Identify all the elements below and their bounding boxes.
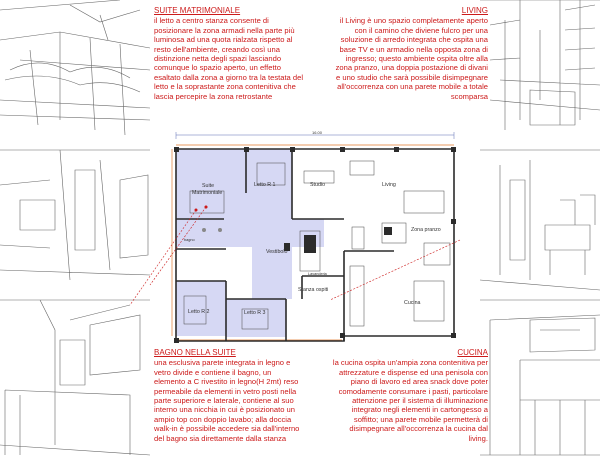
- room-label-letto-r1: Letto R 1: [254, 182, 276, 188]
- annotation-living-title: LIVING: [461, 6, 488, 15]
- annotation-bagno: [154, 348, 302, 443]
- annotation-living: [333, 6, 488, 101]
- annotation-cucina: [330, 348, 488, 443]
- room-label-living: Living: [382, 182, 396, 188]
- plan-dimension: 16.00: [312, 131, 323, 135]
- room-label-letto-r2: Letto R 2: [188, 309, 210, 315]
- annotation-suite-title: SUITE MATRIMONIALE: [154, 6, 241, 15]
- room-label-lavanderia: Lavanderia: [308, 272, 327, 276]
- room-label-suite-line2: Matrimoniale: [192, 190, 223, 196]
- room-label-cucina: Cucina: [404, 300, 421, 306]
- annotation-suite: [154, 6, 304, 101]
- annotation-suite-body: il letto a centro stanza consente di posizionare la zona armadi nella parte più luminosa ad una quota rialzata rispetto al resto dell'ambiente, creando così una distinzione netta degli spazi lasciando comunque lo spazio aperto, un effetto esaltato dalla zona a giorno tra la testata del letto e la soprastante zona contenitiva che lascia percepire la zona retrostante: [154, 16, 304, 101]
- room-label-stanza-ospiti: Stanza ospiti: [298, 287, 329, 293]
- room-label-zona-pranzo: Zona pranzo: [411, 227, 441, 233]
- annotation-cucina-body: la cucina ospita un'ampia zona contenitiva per attrezzature e dispense ed una penisola con piano di lavoro ed area snack dove poter comodamente consumare i pasti, particolare attenzione per il sistema di illuminazione integrato negli elementi in cartongesso a soffitto; una parete mobile permetterà di disimpegnare all'occorrenza la cucina dal living.: [332, 358, 488, 443]
- annotation-bagno-body: una esclusiva parete integrata in legno e vetro divide e contiene il bagno, un elemento a C rivestito in legno(H 2mt) reso permeabile da elementi in vetro posti nella parte superiore e laterale, contiene al suo interno una nicchia in cui è posizionato un ampio top con doppio lavabo; alla doccia walk-in è possibile accedere sia dall'interno del bagno sia direttamente dalla stanza: [154, 358, 300, 443]
- annotation-cucina-title: CUCINA: [457, 348, 488, 357]
- room-label-suite-line1: Suite: [202, 183, 215, 189]
- room-label-vestibolo: Vestibolo: [266, 249, 288, 255]
- room-label-studio: Studio: [310, 182, 326, 188]
- room-label-letto-r3: Letto R 3: [244, 310, 266, 316]
- annotation-bagno-title: BAGNO NELLA SUITE: [154, 348, 236, 357]
- annotation-living-body: il Living è uno spazio completamente aperto con il camino che diviene fulcro per una soluzione di arredo integrata che ospita una base TV e un armadio nella opposta zona di ingresso; questo ambiente ospita oltre alla zona pranzo, una doppia postazione di divani e uno studio che sarà possibile disimpegnare all'occorrenza con una parete mobile a totale scomparsa: [335, 16, 488, 101]
- room-label-bagno: bagno: [184, 238, 195, 242]
